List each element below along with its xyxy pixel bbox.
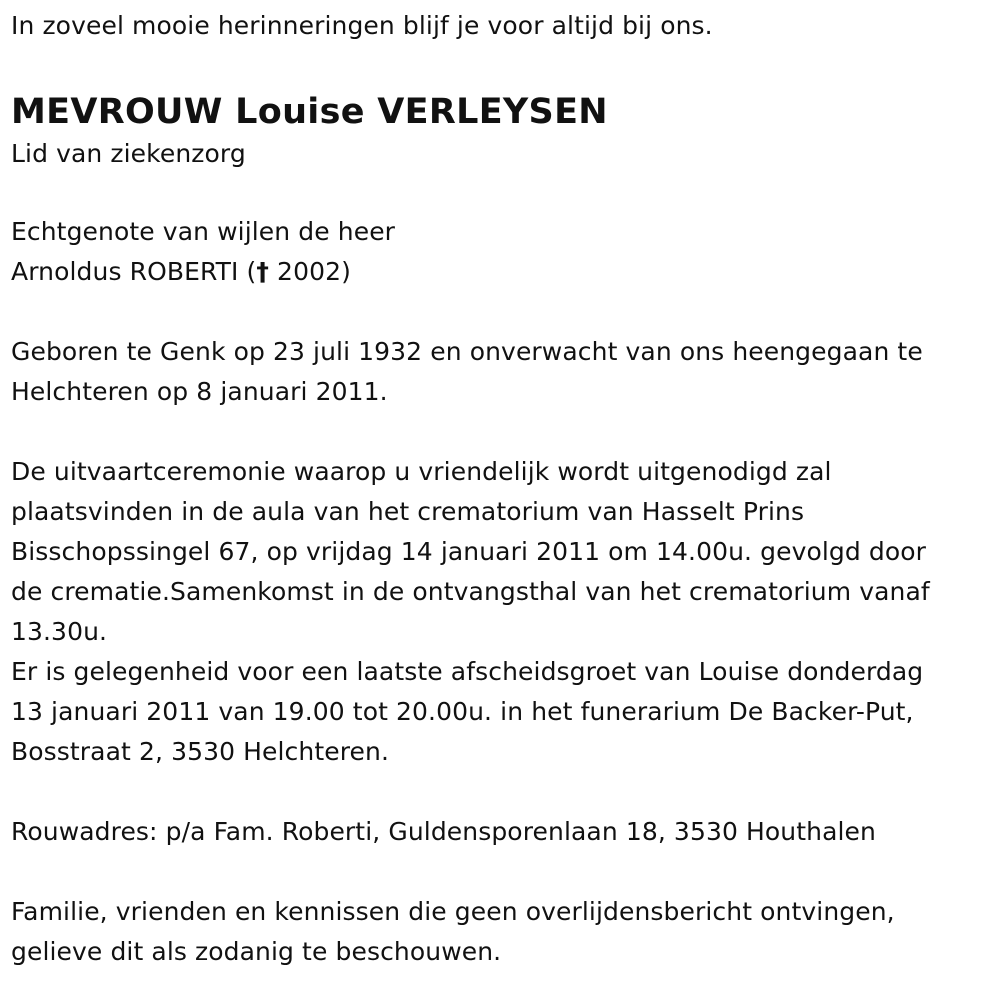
spouse-name: Arnoldus ROBERTI ( [11, 257, 257, 286]
ceremony-section [11, 452, 991, 652]
closing-line-1: Familie, vrienden en kennissen die geen overlijdensbericht ontvingen, [11, 897, 895, 926]
intro-text: In zoveel mooie herinneringen blijf je voor altijd bij ons. [11, 11, 713, 40]
spouse-line-2 [11, 252, 991, 292]
birth-section [11, 332, 991, 412]
cross-icon: † [256, 257, 270, 286]
farewell-line: 13 januari 2011 van 19.00 tot 20.00u. in het funerarium De Backer-Put, [11, 697, 914, 726]
spacer [11, 292, 991, 332]
deceased-role: Lid van ziekenzorg [11, 139, 246, 168]
ceremony-line: plaatsvinden in de aula van het crematorium van Hasselt Prins [11, 497, 805, 526]
ceremony-line: de crematie.Samenkomst in de ontvangsthal van het crematorium vanaf [11, 577, 930, 606]
farewell-line: Er is gelegenheid voor een laatste afscheidsgroet van Louise donderdag [11, 657, 924, 686]
closing-line-2: gelieve dit als zodanig te beschouwen. [11, 937, 502, 966]
mourning-address: Rouwadres: p/a Fam. Roberti, Guldensporenlaan 18, 3530 Houthalen [11, 817, 876, 846]
birth-line-1: Geboren te Genk op 23 juli 1932 en onverwacht van ons heengegaan te [11, 337, 923, 366]
spacer [11, 172, 991, 212]
spouse-section [11, 212, 991, 292]
title-block [11, 88, 991, 172]
spacer [11, 772, 991, 812]
spacer [11, 412, 991, 452]
farewell-section [11, 652, 991, 772]
ceremony-line: De uitvaartceremonie waarop u vriendelijk wordt uitgenodigd zal [11, 457, 832, 486]
birth-line-2: Helchteren op 8 januari 2011. [11, 377, 388, 406]
closing-section [11, 892, 991, 972]
spacer [11, 852, 991, 892]
obituary-document [11, 6, 991, 972]
spouse-line-1: Echtgenote van wijlen de heer [11, 217, 396, 246]
spouse-death-year: 2002) [269, 257, 351, 286]
ceremony-line: 13.30u. [11, 617, 108, 646]
farewell-line: Bosstraat 2, 3530 Helchteren. [11, 737, 390, 766]
deceased-name: MEVROUW Louise VERLEYSEN [11, 92, 608, 132]
ceremony-line: Bisschopssingel 67, op vrijdag 14 januari 2011 om 14.00u. gevolgd door [11, 537, 927, 566]
